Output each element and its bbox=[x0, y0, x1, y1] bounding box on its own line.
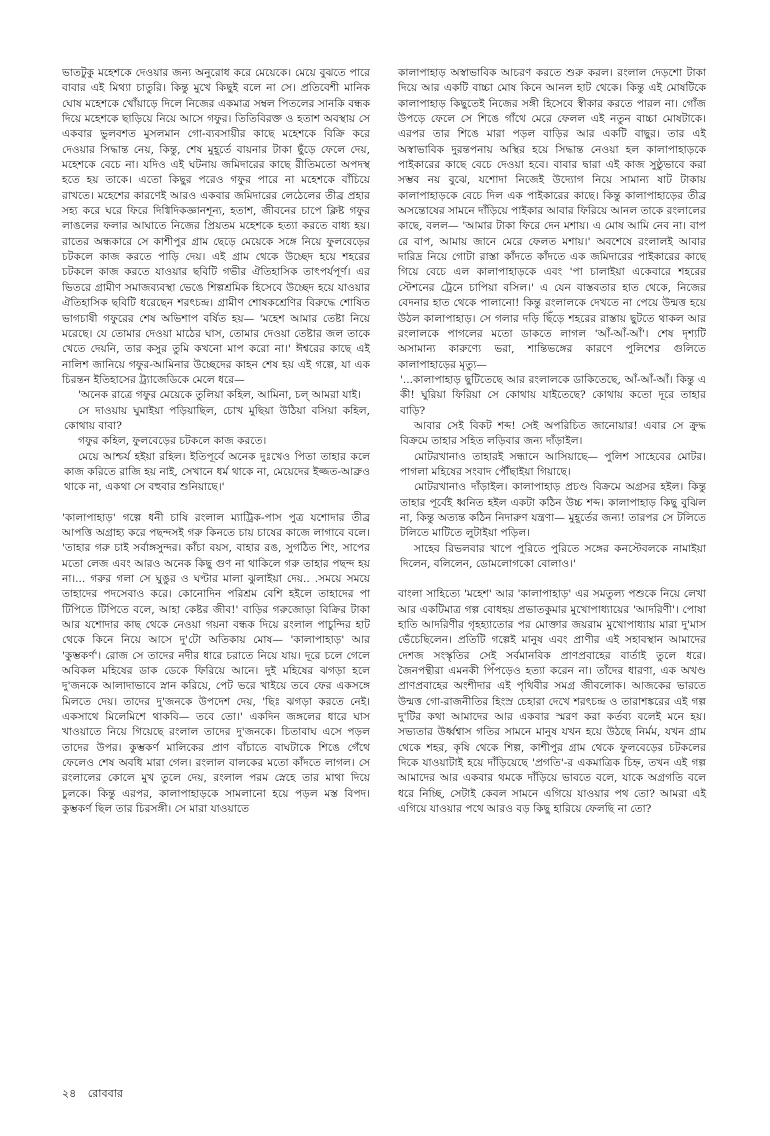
left-paragraph-kalapahar: 'কালাপাহাড়' গল্পে ধনী চাষি রংলাল ম্যাট্রিক-পাস পুত্র যশোদার তীব্র আপত্তি অগ্রাহ্য করে পছন্দসই গরু কিনতে চায় চাষের কাজে লাগাবে বলে। 'তাহার গরু চাই সর্বাঙ্গসুন্দর। কাঁচা বয়স, বাহার রঙ, সুগঠিত শিং, সাপের মতো লেজ এবং আরও অনেক কিছু গুণ না থাকিলে গরু তাহার পছন্দ হয় না।... গরুর গলা সে ঘুঙুর ও ঘণ্টার মালা ঝুলাইয়া দেয়.. .সময়ে সময়ে তাহাদের পদসেবাও করে। কোনোদিন পরিশ্রম বেশি হইলে তাহাদের পা টিপিতে টিপিতে বলে, আহা কেষ্টর জীব!' বাড়ির গরুজোড়া বিক্রির টাকা আর যশোদার কাছ থেকে নেওয়া গয়না বন্ধক দিয়ে রংলাল পাচুন্দির হাট থেকে কিনে নিয়ে আসে দু'টো অতিকায় মোষ— 'কালাপাহাড়' আর 'কুম্ভকর্ণ'। রোজ সে তাদের নদীর ধারে চরাতে নিয়ে যায়। দূরে চলে গেলে অবিকল মহিষের ডাক ডেকে ফিরিয়ে আনে। দুই মহিষের ঝগড়া হলে দু'জনকে আলাদাভাবে স্নান করিয়ে, পেট ভরে খাইয়ে তবে ফের একসঙ্গে মিলতে দেয়। তাদের দু'জনকে উপদেশ দেয়, 'ছিঃ ঝগড়া করতে নেই। একসাথে মিলেমিশে থাকবি— তবে তো।' একদিন জঙ্গলের ধারে ঘাস খাওয়াতে নিয়ে গিয়েছে রংলাল তাদের দু'জনকে। চিতাবাঘ এসে পড়ল তাদের উপর। কুম্ভকর্ণ মালিকের প্রাণ বাঁচাতে বাঘটাকে শিঙে গেঁথে ফেলেও শেষ অবধি মারা গেল। রংলাল বালকের মতো কাঁদতে লাগল। সে রংলালের কোলে মুখ তুলে দেয়, রংলাল পরম স্নেহে তার মাথা দিয়ে চুলকে। কিন্তু এরপর, কালাপাহাড়কে সামলানো হয়ে পড়ল মস্ত বিপদ। কুম্ভকর্ণ ছিল তার চিরসঙ্গী। সে মারা যাওয়াতে bbox=[62, 511, 370, 816]
left-paragraph-intro: ভাতটুকু মহেশকে দেওয়ার জন্য অনুরোধ করে মেয়েকে। মেয়ে বুঝতে পারে বাবার এই মিথ্যা চাতুরি। কিন্তু মুখে কিছুই বলে না সে। প্রতিবেশী মানিক ঘোষ মহেশকে খোঁয়াড়ে দিলে নিজের একমাত্র সম্বল পিতলের সানকি বন্ধক দিয়ে মহেশকে ছাড়িয়ে নিয়ে আসে গফুর। তিতিবিরক্ত ও হতাশ অবস্থায় সে একবার ভুলবশত মুসলমান গো-ব্যবসায়ীর কাছে মহেশকে বিক্রি করে দেওয়ার সিদ্ধান্ত নেয়, কিন্তু, শেষ মুহূর্তে বায়নার টাকা ছুঁড়ে ফেলে দেয়, মহেশকে বেচে না। যদিও এই ঘটনায় জমিদারের কাছে রীতিমতো অপদস্থ হতে হয় তাকে। এতো কিছুর পরেও গফুর পারে না মহেশকে বাঁচিয়ে রাখতে। মহেশের কারণেই আরও একবার জমিদারের লেঠেলের তীব্র প্রহার সহ্য করে ঘরে ফিরে দিগ্বিদিকজ্ঞানশূন্য, হতাশ, জীবনের চাপে ক্লিষ্ট গফুর লাঙলের ফলার আঘাতে নিজের প্রিয়তম মহেশকে হত্যা করতে বাধ্য হয়। রাতের অন্ধকারে সে কাশীপুর গ্রাম ছেড়ে মেয়েকে সঙ্গে নিয়ে ফুলবেড়ের চটকলে কাজ করতে পাড়ি দেয়। এই গ্রাম থেকে উচ্ছেদ হয়ে শহরের চটকলে কাজ করতে যাওয়ার ছবিটি গভীর ঐতিহাসিক তাৎপর্যপূর্ণ। এর ভিতরে গ্রামীণ সমাজব্যবস্থা ভেঙে শিল্পশ্রমিক হিসেবে উচ্ছেদ হয়ে যাওয়ার ঐতিহাসিক ছবিটি ধরেছেন শরৎচন্দ্র। গ্রামীণ শোষকশ্রেণির বিরুদ্ধে শোষিত ভাগচাষী গফুরের শেষ অভিশাপ বর্ষিত হয়— 'মহেশ আমার তেষ্টা নিয়ে মরেছে। যে তোমার দেওয়া মাঠের ঘাস, তোমার দেওয়া তেষ্টার জল তাকে খেতে দেয়নি, তার কসুর তুমি কখনো মাপ করো না।' ঈশ্বরের কাছে এই নালিশ জানিয়ে গফুর-আমিনার উচ্ছেদের কাহন শেষ হয় এই গল্পে, যা এক চিরন্তন ইতিহাসের ট্র্যাজেডিকে মেলে ধরে— bbox=[62, 67, 370, 386]
right-quote-line-4: মোটরখানাও দাঁড়াইল। কালাপাহাড় প্রচণ্ড বিক্রমে অগ্রসর হইল। কিন্তু তাহার পূর্বেই ধ্বনিত হইল একটা কঠিন উচ্চ শব্দ। কালাপাহাড় কিছু বুঝিল না, কিন্তু অত্যন্ত কঠিন নিদারুণ যন্ত্রণা— মুহূর্তের জন্য! তারপর সে টলিতে টলিতে মাটিতে লুটাইয়া পড়িল। bbox=[400, 481, 706, 540]
right-paragraph-continuation: কালাপাহাড় অস্বাভাবিক আচরণ করতে শুরু করল। রংলাল দেড়শো টাকা দিয়ে আর একটি বাচ্চা মোষ কিনে আনল হাট থেকে। কিন্তু এই মোষটিকে কালাপাহাড় কিছুতেই নিজের সঙ্গী হিসেবে স্বীকার করতে পারল না। গোঁজ উপড়ে ফেলে সে শিঙে গাঁথে মেরে ফেলল এই নতুন বাচ্চা মোষটাকে। এরপর তার শিঙে মারা পড়ল বাড়ির আর একটি বাছুর। তার এই অস্বাভাবিক দুরন্তপনায় অস্থির হয়ে সিদ্ধান্ত নেওয়া হল কালাপাহাড়কে পাইকারের কাছে বেচে দেওয়া হবে। বাবার দ্বারা এই কাজ সুষ্ঠুভাবে করা সম্ভব নয় বুঝে, যশোদা নিজেই উদ্যোগ নিয়ে সামান্য ষাট টাকায় কালাপাহাড়কে বেচে দিল এক পাইকারের কাছে। কিন্তু কালাপাহাড়ের তীব্র অসন্তোষের সামনে দাঁড়িয়ে পাইকার আবার ফিরিয়ে আনল তাকে রংলালের কাছে, বলল— 'আমার টাকা ফিরে দেন মশায়। এ মোষ আমি নেব না। বাপ রে বাপ, আমায় জানে মেরে ফেলত মশায়।' অবশেষে রংলালই আবার দারিদ্র নিয়ে গোটা রাস্তা কাঁদতে কাঁদতে এক জমিদারের পাইকারের কাছে গিয়ে বেচে এল কালাপাহাড়কে এবং 'পা চালাইয়া একেবারে শহরের স্টেশনের ট্রেনে চাপিয়া বসিল।' এ যেন বাস্তবতার হাত থেকে, নিজের বেদনার হাত থেকে পালানো! কিন্তু রংলালকে দেখতে না পেয়ে উন্মত্ত হয়ে উঠল কালাপাহাড়। সে গলার দড়ি ছিঁড়ে শহরের রাস্তায় ছুটতে থাকল আর রংলালকে পাগলের মতো ডাকতে লাগল 'আঁ-আঁ-আঁ'। শেষ দৃশ্যটি অসামান্য কারুণ্যে ভরা, শান্তিভঙ্গের কারণে পুলিশের গুলিতে কালাপাহাড়ের মৃত্যু— bbox=[398, 67, 706, 371]
left-column bbox=[62, 66, 370, 818]
left-quote-line-2: সে দাওয়ায় ঘুমাইয়া পড়িয়াছিল, চোখ মুছিয়া উঠিয়া বসিয়া কহিল, কোথায় বাবা? bbox=[64, 404, 370, 432]
right-quote-line-5: সাহেব রিভলবার খাপে পুরিতে পুরিতে সঙ্গের কনস্টেবলকে নামাইয়া দিলেন, বলিলেন, ডোমলোগকো বোলাও।' bbox=[400, 542, 706, 570]
right-column bbox=[398, 66, 706, 818]
right-paragraph-conclusion: বাংলা সাহিত্যে 'মহেশ' আর 'কালাপাহাড়' এর সমতুল্য পশুকে নিয়ে লেখা আর একটিমাত্র গল্প বোধহয় প্রভাতকুমার মুখোপাধ্যায়ের 'আদরিণী'। পোষা হাতি আদরিণীর গৃহহ্যাতোর পর মোক্তার জয়রাম মুখোপাধ্যায় মারা দু'মাস ভেঁচেছিলেন। প্রতিটি গল্পেই মানুষ এবং প্রাণীর এই সহাবস্থান আমাদের দেশজ সংস্কৃতির সেই সর্বমানবিক প্রাণপ্রবাহের বার্তাই তুলে ধরে। জৈনপন্থীরা এমনকী পিঁপড়েও হত্যা করেন না। তাঁদের ধারণা, এক অখণ্ড প্রাণপ্রবাহের অংশীদার এই পৃথিবীর সমগ্র জীবলোক। আজকের ভারতে উন্মত্ত গো-রাজনীতির হিংস্র চেহারা দেখে শরৎচন্দ্র ও তারাশঙ্করের এই গল্প দু'টির কথা আমাদের আর একবার স্মরণ করা কর্তব্য বলেই মনে হয়। সভ্যতার উর্ধ্বশ্বাস গতির সামনে মানুষ যখন হয়ে উঠছে নির্মম, যখন গ্রাম থেকে শহর, কৃষি থেকে শিল্প, কাশীপুর গ্রাম থেকে ফুলবেড়ের চটকলের দিকে যাওয়াটাই হয়ে দাঁড়িয়েছে 'প্রগতি'-র একমাত্রিক চিহ্ন, তখন এই গল্প আমাদের আর একবার থমকে দাঁড়িয়ে ভাবতে বলে, যাকে অগ্রগতি বলে ধরে নিচ্ছি, সেটাই কেবল সামনে এগিয়ে যাওয়ার পথ তো? আমরা এই এগিয়ে যাওয়ার পথে আরও বড় কিছু হারিয়ে ফেলছি না তো? bbox=[398, 588, 706, 816]
right-quote-line-2: আবার সেই বিকট শব্দ! সেই অপরিচিত জানোয়ার! এবার সে ক্রুদ্ধ বিক্রমে তাহার সহিত লড়িবার জন্য দাঁড়াইল। bbox=[400, 419, 706, 448]
left-quote-line-1: 'অনেক রাত্রে গফুর মেয়েকে তুলিয়া কহিল, আমিনা, চল্‌ আমরা যাই। bbox=[78, 389, 361, 402]
page-footer bbox=[62, 1087, 123, 1101]
page-number: ২৪ bbox=[62, 1087, 77, 1100]
magazine-name: রোববার bbox=[87, 1087, 123, 1100]
right-quote-line-3: মোটরখানাও তাহারই সন্ধানে আসিয়াছে— পুলিশ সাহেবের মোটর। পাগলা মহিষের সংবাদ পৌঁছাইয়া গিয়াছে। bbox=[400, 450, 706, 478]
left-quote-line-3: গফুর কহিল, ফুলবেড়ের চটকলে কাজ করতে। bbox=[78, 435, 267, 448]
left-quote-line-4: মেয়ে আশ্চর্য হইয়া রহিল। ইতিপূর্বে অনেক দুঃখেও পিতা তাহার কলে কাজ করিতে রাজি হয় নাই, সেখানে ধর্ম থাকে না, মেয়েদের ইজ্জত-আব্রুও থাকে না, একথা সে বহুবার শুনিয়াছে।' bbox=[64, 450, 370, 494]
right-quote-line-1: '...কালাপাহাড় ছুটিতেছে আর রংলালকে ডাকিতেছে, আঁ-আঁ-আঁ। কিন্তু এ কী! ঘুরিয়া ফিরিয়া সে কোথায় যাইতেছে? কোথায় কতো দূরে তাহার বাড়ি? bbox=[400, 373, 706, 417]
